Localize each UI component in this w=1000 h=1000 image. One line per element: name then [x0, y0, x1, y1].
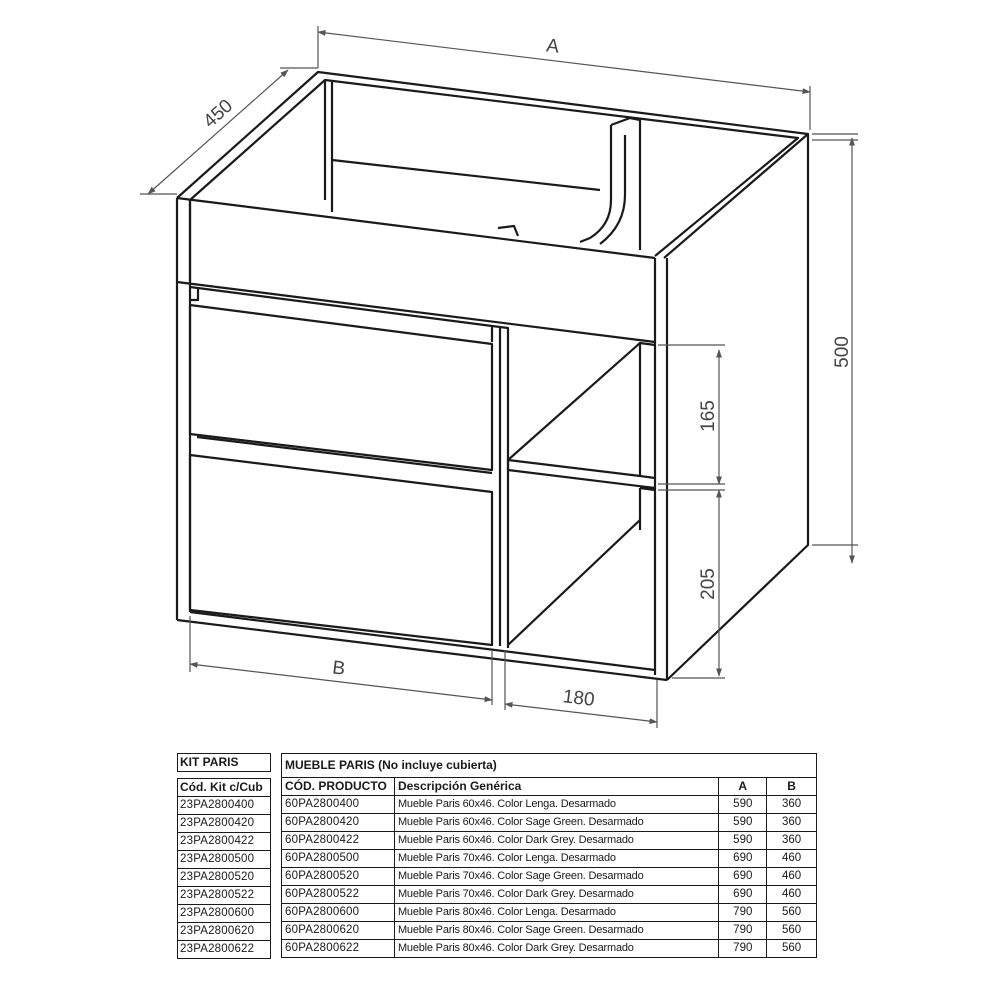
product-desc: Mueble Paris 80x46. Color Sage Green. Desarmado: [394, 922, 718, 940]
product-desc: Mueble Paris 70x46. Color Sage Green. Desarmado: [394, 868, 718, 886]
table-row: [282, 796, 817, 814]
dim-a-value: 590: [719, 832, 767, 850]
table-row: [282, 904, 817, 922]
kit-code-cell: 23PA2800600: [178, 905, 271, 923]
product-desc: Mueble Paris 80x46. Color Lenga. Desarmado: [394, 904, 718, 922]
dim-b-value: 360: [767, 814, 817, 832]
mueble-title: MUEBLE PARIS (No incluye cubierta): [282, 754, 817, 778]
dim-b-value: 560: [767, 940, 817, 958]
kit-code-cell: 23PA2800520: [178, 869, 271, 887]
table-row: [178, 905, 271, 923]
table-row: [178, 869, 271, 887]
dim-b-value: 460: [767, 886, 817, 904]
dim-a-value: 690: [719, 850, 767, 868]
table-row: [282, 940, 817, 958]
product-code: 60PA2800400: [282, 796, 395, 814]
product-code: 60PA2800600: [282, 904, 395, 922]
dim-a-value: 790: [719, 922, 767, 940]
kit-code-cell: 23PA2800500: [178, 851, 271, 869]
product-code: 60PA2800522: [282, 886, 395, 904]
desc-header: Descripción Genérica: [394, 778, 718, 796]
kit-header-row: [178, 779, 271, 797]
kit-code-header: Cód. Kit c/Cub: [178, 779, 271, 797]
kit-table: [177, 753, 271, 959]
product-code: 60PA2800620: [282, 922, 395, 940]
kit-code-cell: 23PA2800522: [178, 887, 271, 905]
dim-b-value: 360: [767, 796, 817, 814]
kit-code-cell: 23PA2800620: [178, 923, 271, 941]
table-row: [178, 941, 271, 959]
mueble-table: [281, 753, 817, 958]
dim-a-value: 590: [719, 796, 767, 814]
kit-code-cell: 23PA2800622: [178, 941, 271, 959]
dim-a-value: 590: [719, 814, 767, 832]
code-header: CÓD. PRODUCTO: [282, 778, 395, 796]
table-row: [282, 850, 817, 868]
dim-a-value: 790: [719, 940, 767, 958]
dim-shelf-upper-label: 165: [698, 400, 719, 432]
table-row: [282, 832, 817, 850]
mueble-title-row: [282, 754, 817, 778]
product-desc: Mueble Paris 70x46. Color Lenga. Desarmado: [394, 850, 718, 868]
product-desc: Mueble Paris 80x46. Color Dark Grey. Desarmado: [394, 940, 718, 958]
dim-b-value: 560: [767, 922, 817, 940]
dim-b-value: 460: [767, 850, 817, 868]
b-header: B: [767, 778, 817, 796]
dim-height-label: 500: [832, 336, 853, 368]
table-row: [282, 922, 817, 940]
table-row: [178, 833, 271, 851]
table-row: [282, 868, 817, 886]
dim-a-value: 690: [719, 868, 767, 886]
product-code: 60PA2800520: [282, 868, 395, 886]
dim-B-label: B: [331, 657, 347, 680]
table-row: [178, 797, 271, 815]
mueble-header-row: [282, 778, 817, 796]
table-row: [282, 886, 817, 904]
product-desc: Mueble Paris 60x46. Color Sage Green. Desarmado: [394, 814, 718, 832]
dim-b-value: 560: [767, 904, 817, 922]
product-code: 60PA2800500: [282, 850, 395, 868]
product-code: 60PA2800420: [282, 814, 395, 832]
dim-a-value: 790: [719, 904, 767, 922]
dim-shelf-width-label: 180: [561, 686, 596, 711]
dim-a-value: 690: [719, 886, 767, 904]
product-desc: Mueble Paris 60x46. Color Lenga. Desarmado: [394, 796, 718, 814]
kit-title: KIT PARIS: [178, 754, 271, 772]
dim-shelf-lower-label: 205: [698, 568, 719, 600]
kit-code-cell: 23PA2800400: [178, 797, 271, 815]
a-header: A: [719, 778, 767, 796]
kit-title-row: [178, 754, 271, 772]
kit-code-cell: 23PA2800420: [178, 815, 271, 833]
dim-b-value: 360: [767, 832, 817, 850]
table-row: [178, 887, 271, 905]
product-desc: Mueble Paris 60x46. Color Dark Grey. Desarmado: [394, 832, 718, 850]
table-row: [282, 814, 817, 832]
table-row: [178, 851, 271, 869]
table-row: [178, 815, 271, 833]
table-row: [178, 923, 271, 941]
dim-A-label: A: [545, 35, 561, 58]
product-code: 60PA2800422: [282, 832, 395, 850]
dim-b-value: 460: [767, 868, 817, 886]
product-desc: Mueble Paris 70x46. Color Dark Grey. Desarmado: [394, 886, 718, 904]
kit-code-cell: 23PA2800422: [178, 833, 271, 851]
dim-depth-label: 450: [199, 95, 238, 133]
product-code: 60PA2800622: [282, 940, 395, 958]
